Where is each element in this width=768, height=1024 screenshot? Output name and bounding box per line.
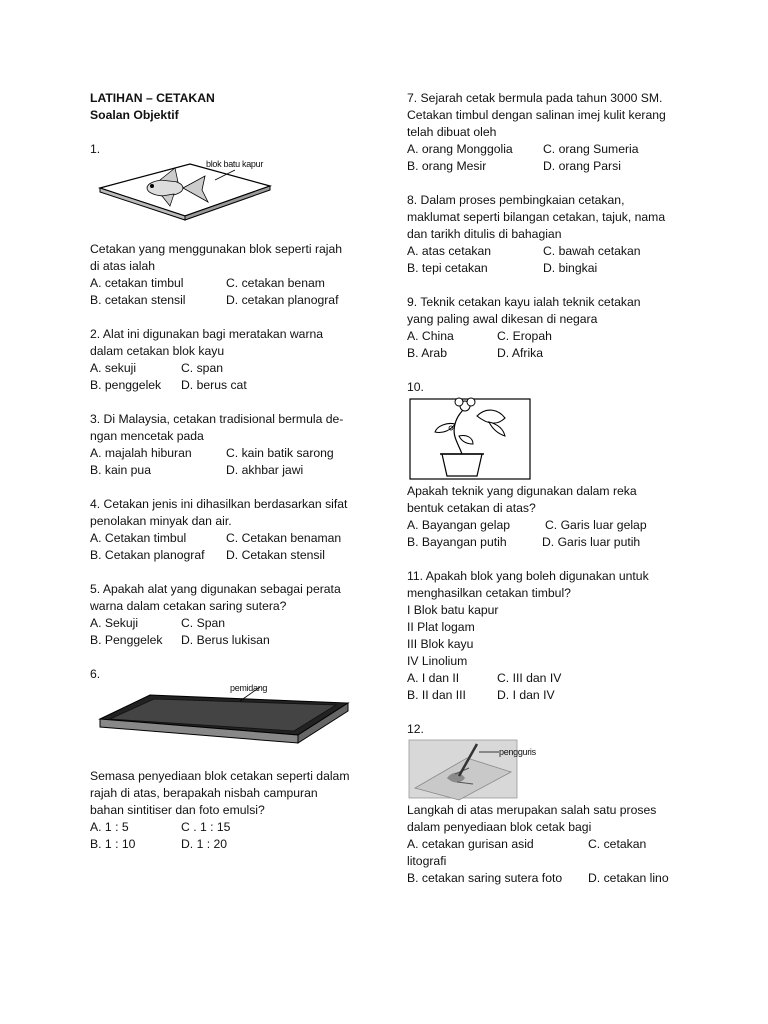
figure-label: pengguris [499, 747, 536, 757]
question-text: 2. Alat ini digunakan bagi meratakan warna [90, 327, 324, 341]
option-d[interactable]: D. bingkai [543, 261, 598, 275]
option-a[interactable]: A. orang Monggolia [407, 142, 513, 156]
question-text: rajah di atas, berapakah nisbah campuran [90, 786, 318, 800]
option-b[interactable]: B. penggelek [90, 378, 162, 392]
question-text: 5. Apakah alat yang digunakan sebagai perata [90, 582, 341, 596]
figure-label: blok batu kapur [206, 159, 264, 169]
option-d[interactable]: D. cetakan planograf [226, 293, 339, 307]
question-text: 11. Apakah blok yang boleh digunakan untuk [407, 569, 649, 583]
option-d[interactable]: D. Berus lukisan [181, 633, 270, 647]
option-b[interactable]: B. orang Mesir [407, 159, 487, 173]
flower-pot-illustration [407, 396, 682, 483]
option-row [90, 377, 365, 394]
page-title: LATIHAN – CETAKAN [90, 91, 215, 105]
question-text: Apakah teknik yang digunakan dalam reka [407, 484, 637, 498]
question-text: di atas ialah [90, 259, 156, 273]
question-text: yang paling awal dikesan di negara [407, 312, 598, 326]
option-c[interactable]: C. bawah cetakan [543, 244, 641, 258]
option-row [407, 328, 697, 345]
option-b[interactable]: B. Bayangan putih [407, 535, 507, 549]
option-a[interactable]: A. majalah hiburan [90, 446, 192, 460]
flower-pot-figure [407, 396, 697, 483]
etching-figure [407, 738, 697, 802]
question-2 [90, 326, 365, 394]
option-d[interactable]: D. akhbar jawi [226, 463, 304, 477]
option-row [90, 530, 365, 547]
option-row [407, 836, 697, 853]
question-text: dalam penyediaan blok cetak bagi [407, 820, 592, 834]
option-row [407, 670, 697, 687]
option-row [407, 853, 697, 870]
option-row [90, 445, 365, 462]
option-d[interactable]: D. Garis luar putih [542, 535, 641, 549]
option-d[interactable]: D. I dan IV [497, 688, 555, 702]
option-row [90, 615, 365, 632]
question-text: Cetakan timbul dengan salinan imej kulit kerang [407, 108, 666, 122]
option-c[interactable]: C. Span [181, 616, 226, 630]
question-5 [90, 581, 365, 649]
option-c[interactable]: C. span [181, 361, 224, 375]
question-number: 6. [90, 667, 101, 681]
option-c[interactable]: C. Eropah [497, 329, 552, 343]
option-c[interactable]: C. kain batik sarong [226, 446, 334, 460]
option-c[interactable]: C. Cetakan benaman [226, 531, 342, 545]
left-column [90, 90, 365, 853]
question-11 [407, 568, 697, 704]
option-a[interactable]: A. China [407, 329, 454, 343]
question-text: menghasilkan cetakan timbul? [407, 586, 571, 600]
option-d[interactable]: D. cetakan lino [588, 871, 669, 885]
option-a[interactable]: A. sekuji [90, 361, 137, 375]
question-text: 9. Teknik cetakan kayu ialah teknik cetakan [407, 295, 641, 309]
screen-frame-figure [90, 683, 365, 768]
question-8 [407, 192, 697, 277]
option-c[interactable]: C. Garis luar gelap [545, 518, 647, 532]
option-a[interactable]: A. atas cetakan [407, 244, 492, 258]
option-b[interactable]: B. Arab [407, 346, 447, 360]
option-row [90, 275, 365, 292]
option-a[interactable]: A. Bayangan gelap [407, 518, 510, 532]
question-text: II Plat logam [407, 620, 475, 634]
option-row [407, 870, 697, 887]
option-row [90, 819, 365, 836]
question-text: bahan sintitiser dan foto emulsi? [90, 803, 265, 817]
question-text: telah dibuat oleh [407, 125, 497, 139]
question-text: 8. Dalam proses pembingkaian cetakan, [407, 193, 625, 207]
question-text: dalam cetakan blok kayu [90, 344, 225, 358]
option-a-continued: litografi [407, 854, 447, 868]
question-12 [407, 721, 697, 887]
question-number: 12. [407, 722, 424, 736]
option-a[interactable]: A. cetakan gurisan asid [407, 837, 534, 851]
question-text: Langkah di atas merupakan salah satu proses [407, 803, 657, 817]
option-row [407, 345, 697, 362]
option-a[interactable]: A. Cetakan timbul [90, 531, 187, 545]
option-row [407, 141, 697, 158]
option-c[interactable]: C. cetakan benam [226, 276, 325, 290]
option-d[interactable]: D. Afrika [497, 346, 544, 360]
option-b[interactable]: B. II dan III [407, 688, 466, 702]
question-text: penolakan minyak dan air. [90, 514, 232, 528]
question-text: maklumat seperti bilangan cetakan, tajuk, nama [407, 210, 666, 224]
figure-label: pemidang [230, 683, 268, 693]
question-text: Cetakan yang menggunakan blok seperti rajah [90, 242, 343, 256]
etching-photo-illustration [407, 738, 682, 802]
question-text: 4. Cetakan jenis ini dihasilkan berdasarkan sifat [90, 497, 348, 511]
question-text: dan tarikh ditulis di bahagian [407, 227, 562, 241]
question-text: I Blok batu kapur [407, 603, 499, 617]
question-number: 1. [90, 142, 101, 156]
option-row [407, 517, 697, 534]
option-b[interactable]: B. kain pua [90, 463, 151, 477]
option-a[interactable]: A. cetakan timbul [90, 276, 184, 290]
option-row [407, 158, 697, 175]
question-4 [90, 496, 365, 564]
option-c[interactable]: C . 1 : 15 [181, 820, 231, 834]
option-b[interactable]: B. cetakan stensil [90, 293, 186, 307]
question-7 [407, 90, 697, 175]
option-row [407, 534, 697, 551]
option-row [407, 687, 697, 704]
question-text: Semasa penyediaan blok cetakan seperti dalam [90, 769, 350, 783]
option-d[interactable]: D. Cetakan stensil [226, 548, 325, 562]
option-row [90, 632, 365, 649]
question-6 [90, 666, 365, 853]
option-b[interactable]: B. 1 : 10 [90, 837, 136, 851]
question-1 [90, 141, 365, 309]
option-row [407, 260, 697, 277]
option-a[interactable]: A. 1 : 5 [90, 820, 129, 834]
option-c[interactable]: C. cetakan [588, 837, 647, 851]
option-row [407, 243, 697, 260]
page-subtitle: Soalan Objektif [90, 108, 179, 122]
option-a[interactable]: A. I dan II [407, 671, 460, 685]
option-c[interactable]: C. III dan IV [497, 671, 562, 685]
option-row [90, 547, 365, 564]
option-d[interactable]: D. orang Parsi [543, 159, 621, 173]
question-text: 3. Di Malaysia, cetakan tradisional bermula de- [90, 412, 344, 426]
option-d[interactable]: D. berus cat [181, 378, 247, 392]
option-a[interactable]: A. Sekuji [90, 616, 139, 630]
question-text: 7. Sejarah cetak bermula pada tahun 3000 SM. [407, 91, 663, 105]
option-b[interactable]: B. cetakan saring sutera foto [407, 871, 563, 885]
question-text: III Blok kayu [407, 637, 474, 651]
option-c[interactable]: C. orang Sumeria [543, 142, 639, 156]
question-text: ngan mencetak pada [90, 429, 204, 443]
option-d[interactable]: D. 1 : 20 [181, 837, 228, 851]
question-text: IV Linolium [407, 654, 468, 668]
question-10 [407, 379, 697, 551]
option-b[interactable]: B. tepi cetakan [407, 261, 488, 275]
option-b[interactable]: B. Cetakan planograf [90, 548, 205, 562]
limestone-block-figure [90, 158, 365, 241]
option-b[interactable]: B. Penggelek [90, 633, 163, 647]
question-text: warna dalam cetakan saring sutera? [90, 599, 287, 613]
option-row [90, 292, 365, 309]
question-number: 10. [407, 380, 424, 394]
question-3 [90, 411, 365, 479]
question-text: bentuk cetakan di atas? [407, 501, 536, 515]
option-row [90, 360, 365, 377]
option-row [90, 462, 365, 479]
right-column [407, 90, 697, 887]
screen-frame-illustration [90, 683, 365, 768]
question-9 [407, 294, 697, 362]
option-row [90, 836, 365, 853]
